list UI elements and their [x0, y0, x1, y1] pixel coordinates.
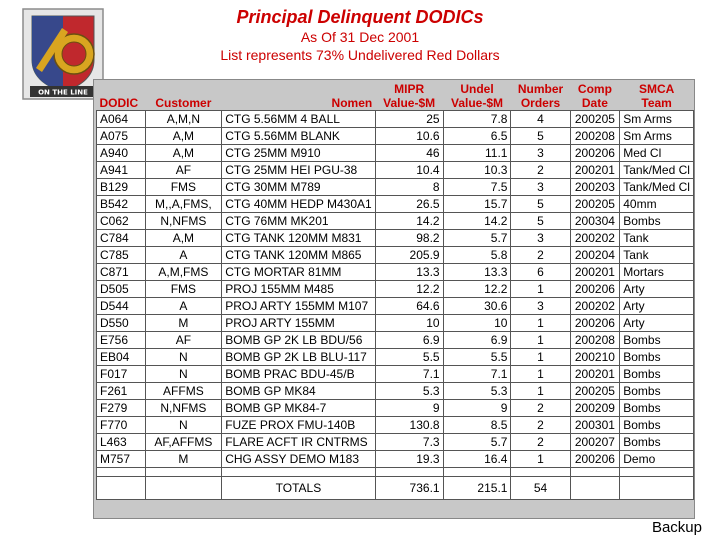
cell-smca-team: Bombs: [620, 366, 694, 383]
table-row: [97, 400, 694, 417]
cell-dodic: C062: [97, 213, 146, 230]
cell-customer: N,NFMS: [145, 400, 222, 417]
cell-comp-date: 200206: [570, 145, 620, 162]
cell-customer: A,M: [145, 128, 222, 145]
cell-comp-date: 200207: [570, 434, 620, 451]
cell-customer: A,M,FMS: [145, 264, 222, 281]
cell-undel-value: 13.3: [443, 264, 511, 281]
cell-nomen: CTG 40MM HEDP M430A1: [222, 196, 376, 213]
table-row: [97, 264, 694, 281]
table-row: [97, 111, 694, 128]
cell-customer: M: [145, 315, 222, 332]
spacer-row: [97, 468, 694, 477]
cell-nomen: CTG TANK 120MM M831: [222, 230, 376, 247]
cell-dodic: F279: [97, 400, 146, 417]
header-mipr-bottom: Value-$M: [375, 96, 443, 111]
cell-nomen: BOMB GP MK84: [222, 383, 376, 400]
cell-comp-date: 200202: [570, 298, 620, 315]
cell-undel-value: 8.5: [443, 417, 511, 434]
cell-mipr-value: 64.6: [375, 298, 443, 315]
cell-orders: 6: [511, 264, 570, 281]
cell-mipr-value: 14.2: [375, 213, 443, 230]
header-orders-bottom: Orders: [511, 96, 570, 111]
cell-smca-team: Bombs: [620, 383, 694, 400]
cell-mipr-value: 98.2: [375, 230, 443, 247]
cell-nomen: BOMB GP 2K LB BDU/56: [222, 332, 376, 349]
cell-mipr-value: 13.3: [375, 264, 443, 281]
table-row: [97, 298, 694, 315]
table-row: [97, 366, 694, 383]
cell-comp-date: 200304: [570, 213, 620, 230]
header-comp-bottom: Date: [570, 96, 620, 111]
table-row: [97, 230, 694, 247]
cell-mipr-value: 26.5: [375, 196, 443, 213]
cell-customer: A: [145, 247, 222, 264]
cell-mipr-value: 8: [375, 179, 443, 196]
table-row: [97, 213, 694, 230]
cell-orders: 1: [511, 281, 570, 298]
cell-smca-team: Bombs: [620, 417, 694, 434]
table-row: [97, 179, 694, 196]
cell-dodic: C871: [97, 264, 146, 281]
cell-orders: 5: [511, 213, 570, 230]
cell-orders: 5: [511, 128, 570, 145]
table-row: [97, 128, 694, 145]
cell-mipr-value: 25: [375, 111, 443, 128]
cell-dodic: B129: [97, 179, 146, 196]
header-comp-top: Comp: [570, 82, 620, 96]
cell-customer: AF,AFFMS: [145, 434, 222, 451]
cell-comp-date: 200205: [570, 196, 620, 213]
cell-nomen: CTG 25MM M910: [222, 145, 376, 162]
cell-customer: A,M: [145, 230, 222, 247]
cell-undel-value: 10.3: [443, 162, 511, 179]
cell-nomen: CTG 30MM M789: [222, 179, 376, 196]
cell-mipr-value: 205.9: [375, 247, 443, 264]
cell-smca-team: Bombs: [620, 332, 694, 349]
header-undel-top: Undel: [443, 82, 511, 96]
cell-dodic: F770: [97, 417, 146, 434]
svg-text:ON THE LINE: ON THE LINE: [38, 88, 88, 97]
cell-customer: A,M: [145, 145, 222, 162]
cell-nomen: CTG TANK 120MM M865: [222, 247, 376, 264]
table-row: [97, 196, 694, 213]
cell-dodic: EB04: [97, 349, 146, 366]
cell-smca-team: Bombs: [620, 213, 694, 230]
cell-customer: N: [145, 366, 222, 383]
cell-nomen: PROJ ARTY 155MM: [222, 315, 376, 332]
cell-nomen: BOMB PRAC BDU-45/B: [222, 366, 376, 383]
cell-comp-date: 200206: [570, 451, 620, 468]
backup-label: Backup: [651, 519, 702, 536]
cell-dodic: E756: [97, 332, 146, 349]
header-nomen: Nomen: [222, 96, 376, 111]
cell-nomen: FUZE PROX FMU-140B: [222, 417, 376, 434]
cell-orders: 1: [511, 451, 570, 468]
table-row: [97, 383, 694, 400]
cell-comp-date: 200301: [570, 417, 620, 434]
cell-smca-team: Mortars: [620, 264, 694, 281]
cell-orders: 3: [511, 145, 570, 162]
cell-mipr-value: 7.3: [375, 434, 443, 451]
cell-customer: M,,A,FMS,: [145, 196, 222, 213]
totals-mipr: 736.1: [375, 477, 443, 500]
cell-customer: AF: [145, 332, 222, 349]
cell-customer: N,NFMS: [145, 213, 222, 230]
cell-nomen: PROJ 155MM M485: [222, 281, 376, 298]
cell-orders: 2: [511, 247, 570, 264]
cell-undel-value: 15.7: [443, 196, 511, 213]
header-undel-bottom: Value-$M: [443, 96, 511, 111]
list-note: List represents 73% Undelivered Red Dollars: [220, 47, 500, 63]
cell-smca-team: Arty: [620, 315, 694, 332]
cell-undel-value: 5.7: [443, 434, 511, 451]
cell-orders: 2: [511, 417, 570, 434]
cell-comp-date: 200208: [570, 128, 620, 145]
cell-nomen: PROJ ARTY 155MM M107: [222, 298, 376, 315]
cell-comp-date: 200210: [570, 349, 620, 366]
cell-undel-value: 5.3: [443, 383, 511, 400]
cell-dodic: C784: [97, 230, 146, 247]
as-of-date: As Of 31 Dec 2001: [300, 29, 420, 45]
table-row: [97, 281, 694, 298]
cell-smca-team: Bombs: [620, 349, 694, 366]
table-row: [97, 145, 694, 162]
totals-orders: 54: [511, 477, 570, 500]
cell-smca-team: Arty: [620, 281, 694, 298]
cell-mipr-value: 9: [375, 400, 443, 417]
cell-mipr-value: 10.6: [375, 128, 443, 145]
cell-undel-value: 5.7: [443, 230, 511, 247]
cell-undel-value: 7.8: [443, 111, 511, 128]
cell-undel-value: 30.6: [443, 298, 511, 315]
cell-customer: FMS: [145, 179, 222, 196]
table-row: [97, 451, 694, 468]
cell-comp-date: 200203: [570, 179, 620, 196]
cell-smca-team: Sm Arms: [620, 111, 694, 128]
cell-dodic: L463: [97, 434, 146, 451]
header-customer: Customer: [145, 96, 222, 111]
header-row-top: [97, 82, 694, 96]
table-row: [97, 332, 694, 349]
header-row-bottom: [97, 96, 694, 111]
cell-orders: 2: [511, 162, 570, 179]
table-row: [97, 315, 694, 332]
cell-mipr-value: 6.9: [375, 332, 443, 349]
cell-undel-value: 12.2: [443, 281, 511, 298]
cell-smca-team: Tank/Med Cl: [620, 162, 694, 179]
cell-customer: FMS: [145, 281, 222, 298]
cell-mipr-value: 46: [375, 145, 443, 162]
cell-dodic: A075: [97, 128, 146, 145]
cell-nomen: CTG 5.56MM 4 BALL: [222, 111, 376, 128]
cell-comp-date: 200201: [570, 162, 620, 179]
cell-undel-value: 6.9: [443, 332, 511, 349]
cell-comp-date: 200205: [570, 111, 620, 128]
cell-comp-date: 200202: [570, 230, 620, 247]
header-smca-top: SMCA: [620, 82, 694, 96]
table-row: [97, 247, 694, 264]
cell-mipr-value: 10.4: [375, 162, 443, 179]
cell-dodic: F261: [97, 383, 146, 400]
cell-nomen: CTG 76MM MK201: [222, 213, 376, 230]
cell-smca-team: Arty: [620, 298, 694, 315]
cell-smca-team: Sm Arms: [620, 128, 694, 145]
cell-orders: 3: [511, 298, 570, 315]
table-row: [97, 349, 694, 366]
table-body: [97, 111, 694, 500]
cell-customer: AFFMS: [145, 383, 222, 400]
cell-dodic: M757: [97, 451, 146, 468]
cell-dodic: C785: [97, 247, 146, 264]
table-row: [97, 434, 694, 451]
cell-nomen: BOMB GP MK84-7: [222, 400, 376, 417]
cell-nomen: CTG 5.56MM BLANK: [222, 128, 376, 145]
cell-undel-value: 7.1: [443, 366, 511, 383]
cell-dodic: A941: [97, 162, 146, 179]
cell-undel-value: 11.1: [443, 145, 511, 162]
cell-nomen: CTG 25MM HEI PGU-38: [222, 162, 376, 179]
header-dodic: DODIC: [97, 96, 146, 111]
cell-orders: 2: [511, 400, 570, 417]
cell-mipr-value: 12.2: [375, 281, 443, 298]
cell-customer: A,M,N: [145, 111, 222, 128]
cell-dodic: D544: [97, 298, 146, 315]
cell-undel-value: 16.4: [443, 451, 511, 468]
totals-label: TOTALS: [222, 477, 376, 500]
header-smca-bottom: Team: [620, 96, 694, 111]
cell-undel-value: 9: [443, 400, 511, 417]
cell-smca-team: Med Cl: [620, 145, 694, 162]
cell-mipr-value: 10: [375, 315, 443, 332]
totals-row: [97, 477, 694, 500]
cell-comp-date: 200206: [570, 315, 620, 332]
cell-smca-team: Tank/Med Cl: [620, 179, 694, 196]
cell-dodic: A064: [97, 111, 146, 128]
table-row: [97, 417, 694, 434]
title-block: [120, 6, 600, 64]
cell-undel-value: 5.8: [443, 247, 511, 264]
cell-comp-date: 200201: [570, 366, 620, 383]
cell-smca-team: Tank: [620, 230, 694, 247]
cell-smca-team: Bombs: [620, 434, 694, 451]
cell-comp-date: 200208: [570, 332, 620, 349]
header-orders-top: Number: [511, 82, 570, 96]
cell-dodic: D550: [97, 315, 146, 332]
cell-smca-team: Demo: [620, 451, 694, 468]
table-row: [97, 162, 694, 179]
cell-nomen: CHG ASSY DEMO M183: [222, 451, 376, 468]
cell-comp-date: 200204: [570, 247, 620, 264]
cell-undel-value: 7.5: [443, 179, 511, 196]
cell-customer: A: [145, 298, 222, 315]
cell-customer: N: [145, 417, 222, 434]
cell-mipr-value: 5.3: [375, 383, 443, 400]
cell-orders: 1: [511, 315, 570, 332]
cell-nomen: BOMB GP 2K LB BLU-117: [222, 349, 376, 366]
page-title: Principal Delinquent DODICs: [236, 7, 484, 27]
cell-undel-value: 5.5: [443, 349, 511, 366]
cell-mipr-value: 5.5: [375, 349, 443, 366]
cell-comp-date: 200205: [570, 383, 620, 400]
cell-orders: 3: [511, 179, 570, 196]
cell-orders: 3: [511, 230, 570, 247]
cell-comp-date: 200209: [570, 400, 620, 417]
cell-nomen: FLARE ACFT IR CNTRMS: [222, 434, 376, 451]
cell-orders: 1: [511, 366, 570, 383]
cell-mipr-value: 130.8: [375, 417, 443, 434]
header-mipr-top: MIPR: [375, 82, 443, 96]
cell-orders: 4: [511, 111, 570, 128]
cell-orders: 1: [511, 383, 570, 400]
cell-nomen: CTG MORTAR 81MM: [222, 264, 376, 281]
cell-orders: 5: [511, 196, 570, 213]
cell-dodic: D505: [97, 281, 146, 298]
cell-undel-value: 14.2: [443, 213, 511, 230]
cell-dodic: A940: [97, 145, 146, 162]
totals-undel: 215.1: [443, 477, 511, 500]
cell-orders: 1: [511, 349, 570, 366]
cell-smca-team: Bombs: [620, 400, 694, 417]
organization-emblem: [22, 8, 104, 100]
cell-comp-date: 200201: [570, 264, 620, 281]
cell-orders: 1: [511, 332, 570, 349]
dodic-table: [96, 82, 694, 500]
cell-customer: M: [145, 451, 222, 468]
cell-orders: 2: [511, 434, 570, 451]
cell-smca-team: Tank: [620, 247, 694, 264]
dodic-table-panel: [93, 79, 695, 519]
cell-dodic: F017: [97, 366, 146, 383]
cell-customer: N: [145, 349, 222, 366]
cell-dodic: B542: [97, 196, 146, 213]
cell-mipr-value: 7.1: [375, 366, 443, 383]
cell-comp-date: 200206: [570, 281, 620, 298]
cell-smca-team: 40mm: [620, 196, 694, 213]
cell-undel-value: 10: [443, 315, 511, 332]
cell-customer: AF: [145, 162, 222, 179]
cell-mipr-value: 19.3: [375, 451, 443, 468]
cell-undel-value: 6.5: [443, 128, 511, 145]
